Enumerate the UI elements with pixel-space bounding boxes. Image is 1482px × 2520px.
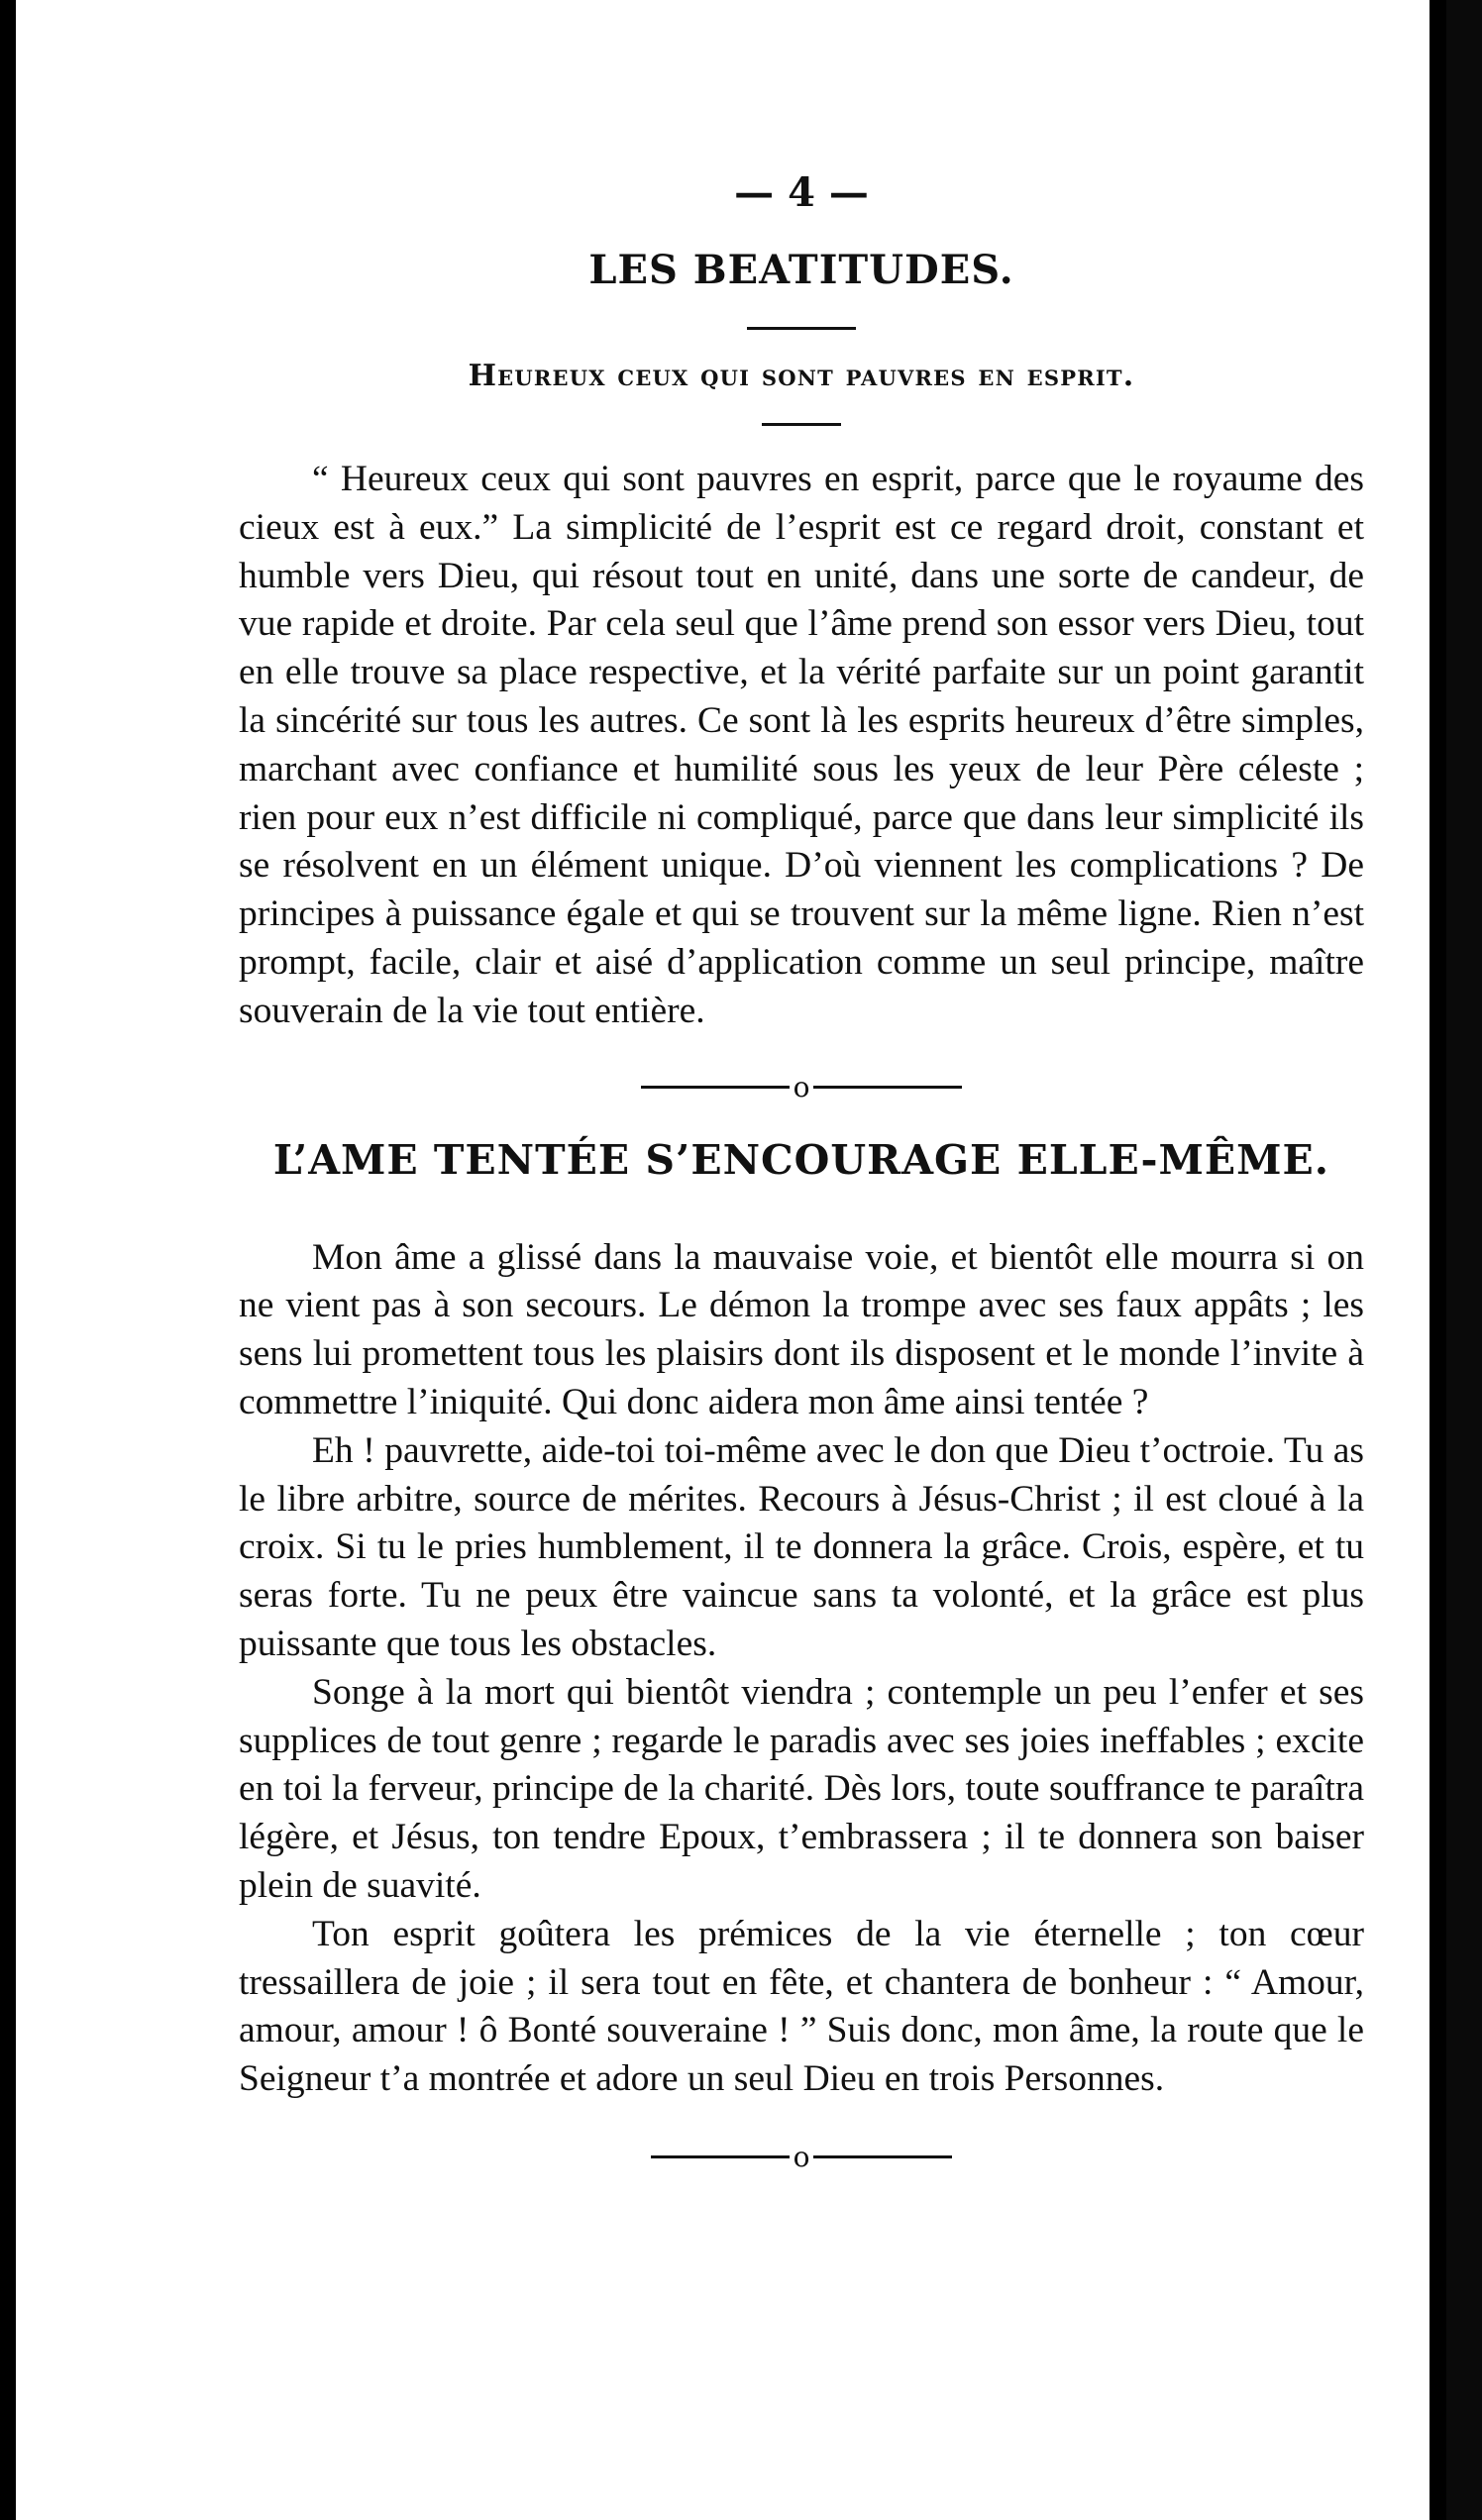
page-number: — 4 — — [734, 169, 869, 216]
page-content — [239, 168, 1364, 2203]
paragraph-eternal-life: Ton esprit goûtera les prémices de la vie éternelle ; ton cœur tressaillera de joie ; il sera tout en fête, et chantera de bonheur : “ Amour, amour, amour ! ô Bonté souveraine ! ” Suis donc, mon âme, la route que le Seigneur t’a montrée et adore un seul Dieu en trois Personnes. — [239, 1913, 1364, 2100]
separator-ornament: o — [793, 2140, 810, 2173]
paragraph-encouragement: Eh ! pauvrette, aide-toi toi-même avec le don que Dieu t’octroie. Tu as le libre arbitre, source de mérites. Recours à Jésus-Christ ; il est cloué à la croix. Si tu le pries humblement, il te donnera la grâce. Crois, espère, et tu seras forte. Tu ne peux être vaincue sans ta volonté, et la grâce est plus puissante que tous les obstacles. — [239, 1429, 1364, 1664]
paragraph-meditation: Songe à la mort qui bientôt viendra ; contemple un peu l’enfer et ses supplices de tout genre ; regarde le paradis avec ses joies ineffables ; excite en toi la ferveur, principe de la charité. Dès lors, toute souffrance te paraîtra légère, et Jésus, ton tendre Epoux, t’embrassera ; il te donnera son baiser plein de suavité. — [239, 1671, 1364, 1906]
separator-line-right — [813, 2155, 952, 2158]
subtitle-rule — [762, 423, 841, 426]
paragraph-tempted-soul: Mon âme a glissé dans la mauvaise voie, et bientôt elle mourra si on ne vient pas à son secours. Le démon la trompe avec ses faux appâts ; les sens lui promettent tous les plaisirs dont ils disposent et le monde l’invite à commettre l’iniquité. Qui donc aidera mon âme ainsi tentée ? — [239, 1236, 1364, 1422]
title-rule — [747, 327, 856, 330]
separator-line-left — [641, 1086, 790, 1089]
separator-ornament: o — [793, 1070, 810, 1103]
paragraph-beatitude: “ Heureux ceux qui sont pauvres en esprit, parce que le royaume des cieux est à eux.” La simplicité de l’esprit est ce regard droit, constant et humble vers Dieu, qui résout tout en unité, dans une sorte de candeur, de vue rapide et droite. Par cela seul que l’âme prend son essor vers Dieu, tout en elle trouve sa place respective, et la vérité parfaite sur un point garantit la sincérité sur tous les autres. Ce sont là les esprits heureux d’être simples, marchant avec confiance et humilité sous les yeux de leur Père céleste ; rien pour eux n’est difficile ni compliqué, parce que dans leur simplicité ils se résolvent en un élément unique. D’où viennent les complications ? De principes à puissance égale et qui se trouvent sur la même ligne. Rien n’est prompt, facile, clair et aisé d’application comme un seul principe, maître souverain de la vie tout entière. — [239, 459, 1364, 1031]
book-page — [16, 0, 1429, 2520]
separator-line-left — [651, 2155, 790, 2158]
section-heading: L’AME TENTÉE S’ENCOURAGE ELLE-MÊME. — [272, 1135, 1330, 1184]
page-edge-border — [1446, 0, 1482, 2520]
separator-line-right — [813, 1086, 962, 1089]
section-title: LES BEATITUDES. — [588, 247, 1014, 293]
section-subtitle: Heureux ceux qui sont pauvres en esprit. — [468, 359, 1135, 393]
ornament-separator-end — [239, 2142, 1364, 2173]
ornament-separator — [239, 1072, 1364, 1103]
